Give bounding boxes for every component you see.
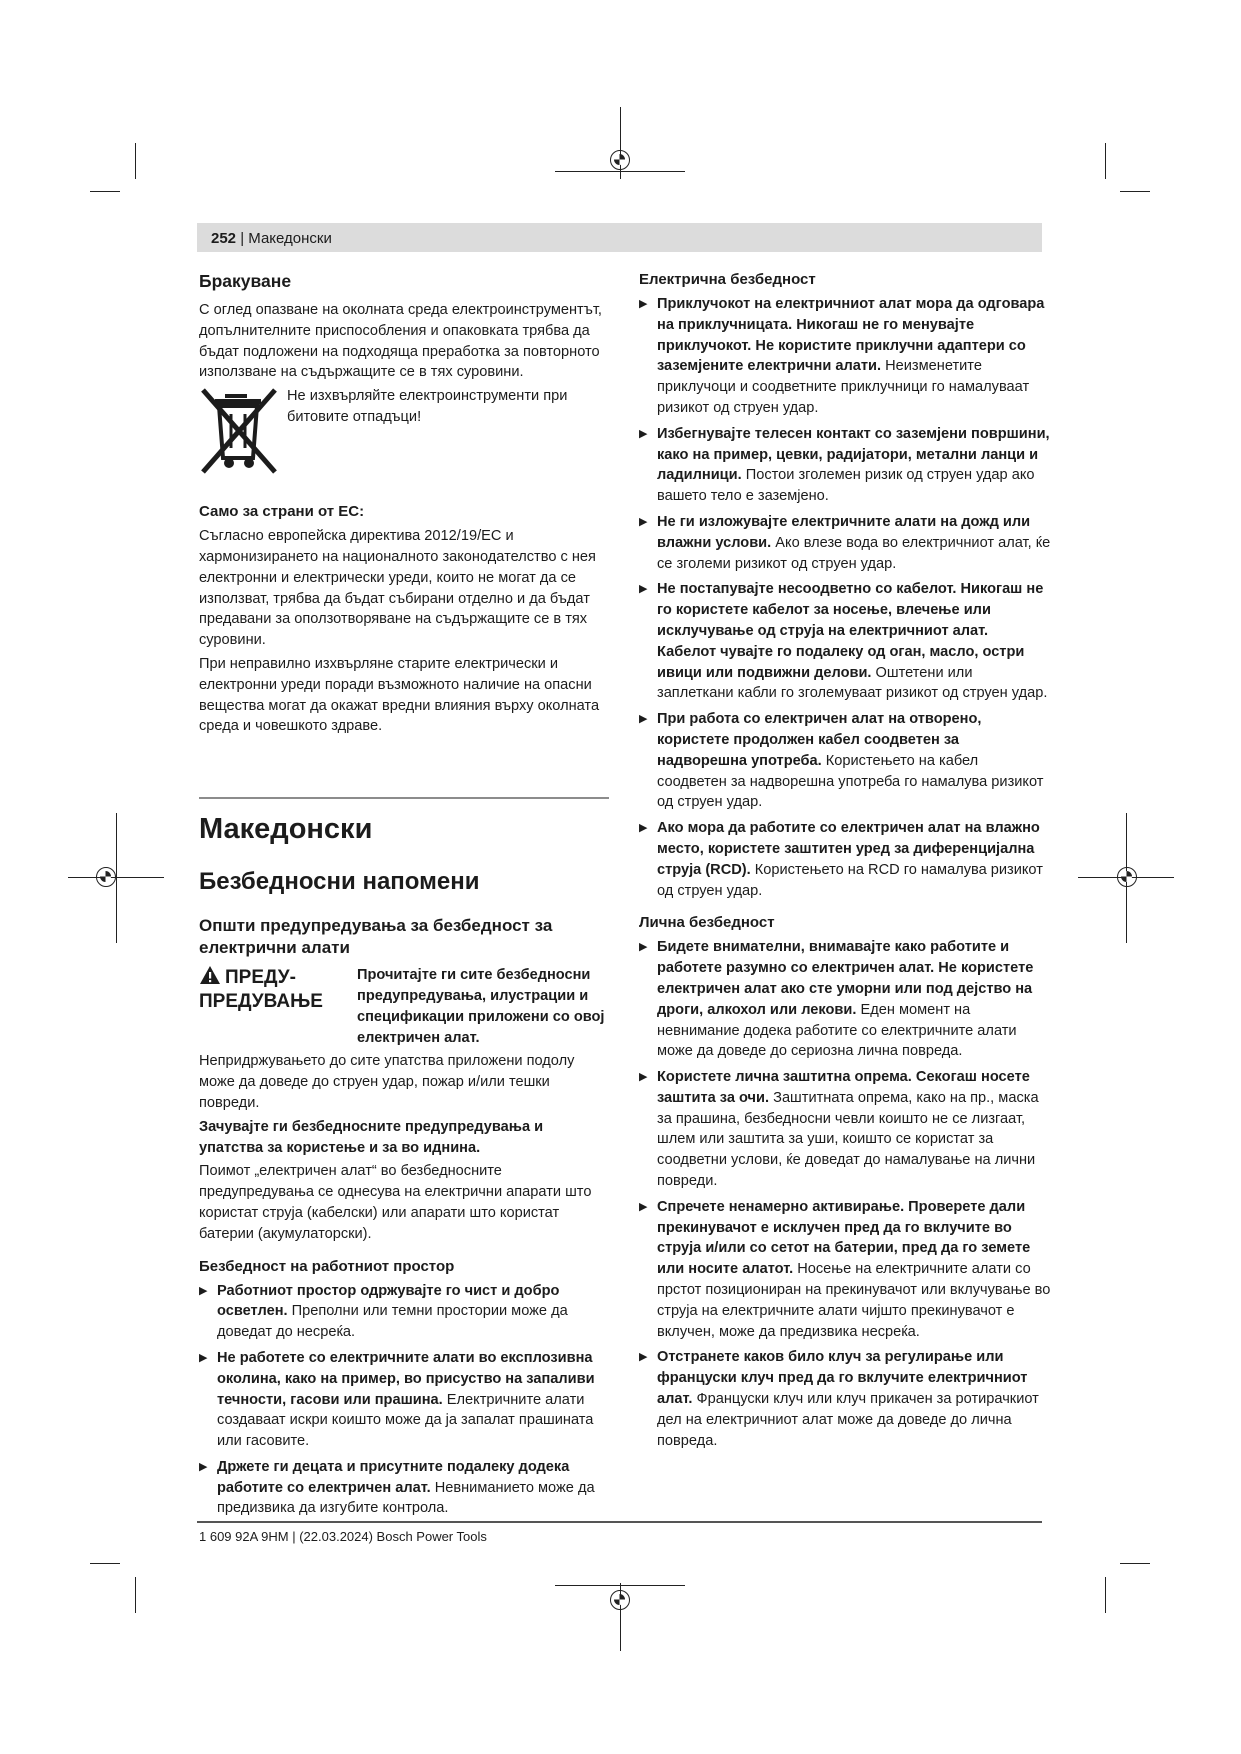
improper-disposal-body: При неправилно изхвърляне старите електрически и електронни уреди поради възможното наличие на опасни вещества могат да окажат вредни влияния върху околната среда и човешкото здраве. (199, 655, 600, 735)
safety-title: Безбедносни напомени (199, 868, 480, 896)
weee-notice (199, 386, 609, 492)
registration-line (555, 171, 685, 172)
registration-line (68, 877, 164, 878)
footer-divider (197, 1521, 1042, 1523)
page-header (211, 230, 332, 247)
crop-mark (1120, 1563, 1150, 1564)
disposal-body: С оглед опазване на околната среда електроинструментът, допълнителните приспособления и опаковката трябва да бъдат подложени на подходяща преработка за повторното използване на съдържащите се в тях суровини. (199, 302, 602, 381)
header-separator: | (240, 230, 245, 247)
list-item: ▶ Работниот простор одржувајте го чист и добро осветлен. Преполни или темни простории може да доведат до несреќа. (199, 1281, 609, 1343)
crossed-bin-icon (199, 386, 279, 476)
registration-target-icon (610, 150, 630, 170)
crop-mark (1105, 1577, 1106, 1613)
list-item: ▶ Отстранете каков било клуч за регулирање или француски клуч пред да го вклучите електричниот алат. Француски клуч или клуч прикачен за ротирачкиот дел на електричниот алат може да доведе до лична повреда. (639, 1347, 1051, 1451)
personal-safety-title: Лична безбедност (639, 914, 775, 932)
disposal-title: Бракуване (199, 271, 292, 291)
crop-mark (90, 191, 120, 192)
keep-instructions: Зачувајте ги безбедносните предупредувања и упатства за користење и за во иднина. (199, 1118, 544, 1156)
list-item: ▶ Не работете со електричните алати во експлозивна околина, како на пример, во присуство на запаливи течности, гасови или прашина. Електричните алати создаваат искри коишто може да ја запалат прашината или гасовите. (199, 1348, 609, 1452)
section-divider (199, 797, 609, 799)
eu-title: Само за страни от ЕС: (199, 503, 365, 521)
page-footer: 1 609 92A 9HM | (22.03.2024) Bosch Power Tools (199, 1529, 487, 1544)
list-item: ▶ Спречете ненамерно активирање. Проверете дали прекинувачот е исклучен пред да го вклучите во струја и/или со сетот на батерии, пред да го земете или носите алатот. Носење на електричните алати со прстот позициониран на прекинувачот или вклучување во струја на електричните алати чијшто прекинувачот е вклучен, може да предизвика несреќа. (639, 1197, 1051, 1343)
warning-triangle-icon (199, 965, 221, 985)
warning-head: Прочитајте ги сите безбедносни предупредувања, илустрации и спецификации приложени со овој електричен алат. (357, 967, 605, 1046)
crop-mark (135, 1577, 136, 1613)
crop-mark (90, 1563, 120, 1564)
header-language: Македонски (248, 230, 332, 247)
warning-label (199, 965, 349, 1014)
registration-target-icon (96, 867, 116, 887)
electrical-safety-list (639, 294, 1051, 901)
left-column (199, 270, 609, 1524)
work-area-list (199, 1281, 609, 1520)
list-item: ▶ Држете ги децата и присутните подалеку додека работите со електричен алат. Невниманието може да предизвика да изгубите контрола. (199, 1457, 609, 1519)
weee-text: Не изхвърляйте електроинструменти при битовите отпадъци! (287, 388, 568, 425)
warning-body: Непридржувањето до сите упатства приложени подолу може да доведе до струен удар, пожар и/или тешки повреди. (199, 1053, 575, 1111)
list-item: ▶ Не постапувајте несоодветно со кабелот. Никогаш не го користете кабелот за носење, влечење или исклучување од струја на електричниот алат. Кабелот чувајте го подалеку од оган, масло, остри ивици или подвижни делови. Оштетени или заплеткани кабли го зголемуваат ризикот од струен удар. (639, 579, 1051, 704)
list-item: ▶ Ако мора да работите со електричен алат на влажно место, користете заштитен уред за диференцијална струја (RCD). Користењето на RCD го намалува ризикот од струен удар. (639, 818, 1051, 901)
eu-body: Съгласно европейска директива 2012/19/ЕС и хармонизирането на националното законодателство с нея електронни и електрически уреди, които не могат да се използват, трябва да бъдат събирани отделно и да бъдат предавани за оползотворяване на съдържащите се в тях суровини. (199, 528, 596, 649)
list-item: ▶ Приклучокот на електричниот алат мора да одговара на приклучницата. Никогаш не го менувајте приклучокот. Не користите приклучни адаптери со заземјените електрични алати. Неизменетите приклучоци и соодветните приклучници го намалуваат ризикот од струен удар. (639, 294, 1051, 419)
warning-block (199, 965, 609, 1048)
list-item: ▶ При работа со електричен алат на отворено, користете продолжен кабел соодветен за надворешна употреба. Користењето на кабел соодветен за надворешна употреба го намалува ризикот од струен удар. (639, 709, 1051, 813)
page-number: 252 (211, 230, 237, 247)
right-column (639, 270, 1051, 1456)
list-item: ▶ Користете лична заштитна опрема. Секогаш носете заштита за очи. Заштитната опрема, како на пр., маска за прашина, безбедносни чевли коишто не се лизгаат, шлем или заштита за уши, коишто се користат за соодветни услови, ќе доведат до намалување на лични повреди. (639, 1067, 1051, 1192)
registration-target-icon (1117, 867, 1137, 887)
crop-mark (1105, 143, 1106, 179)
warning-label-text: ПРЕДУ-ПРЕДУВАЊЕ (199, 967, 323, 1013)
crop-mark (1120, 191, 1150, 192)
electrical-safety-title: Електрична безбедност (639, 271, 816, 288)
general-warnings-title: Општи предупредувања за безбедност за електрични алати (199, 916, 553, 958)
registration-line (555, 1585, 685, 1586)
list-item: ▶ Не ги изложувајте електричните алати на дожд или влажни услови. Ако влезе вода во електричниот алат, ќе се зголеми ризикот од струен удар. (639, 512, 1051, 574)
work-area-title: Безбедност на работниот простор (199, 1257, 455, 1275)
language-title: Македонски (199, 813, 373, 846)
list-item: ▶ Бидете внимателни, внимавајте како работите и работете разумно со електричен алат. Не користете електричен алат ако сте уморни или под дејство на дроги, алкохол или лекови. Еден момент на невнимание додека работите со електричните алати може да доведе до сериозна лична повреда. (639, 937, 1051, 1062)
registration-target-icon (610, 1590, 630, 1610)
personal-safety-list (639, 937, 1051, 1451)
list-item: ▶ Избегнувајте телесен контакт со заземјени површини, како на пример, цевки, радијатори, метални ланци и ладилници. Постои зголемен ризик од струен удар ако вашето тело е заземјено. (639, 424, 1051, 507)
crop-mark (135, 143, 136, 179)
term-definition: Поимот „електричен алат“ во безбедносните предупредувања се однесува на електрични апарати што користат струја (кабелски) или апарати што користат батерии (акумулаторски). (199, 1163, 592, 1242)
